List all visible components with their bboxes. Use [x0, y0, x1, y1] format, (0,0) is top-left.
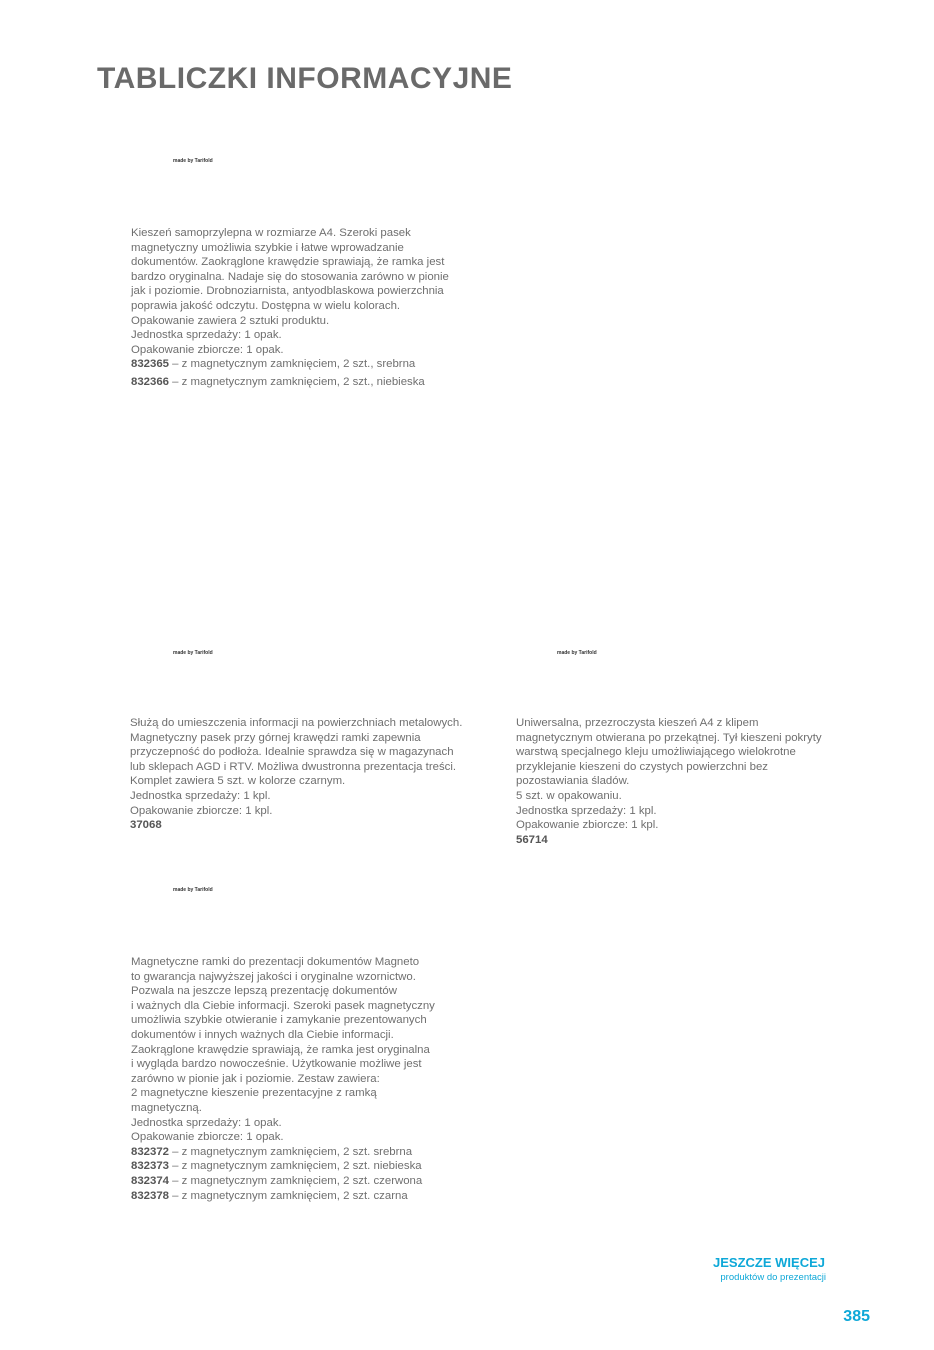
- made-by-tarifold-badge: made by Tarifold: [173, 650, 213, 656]
- product-code: 832373: [131, 1160, 170, 1173]
- product-block-4: [131, 955, 451, 1203]
- product-code: 832365: [131, 358, 170, 371]
- made-by-tarifold-badge: made by Tarifold: [173, 158, 213, 164]
- more-products-title[interactable]: JESZCZE WIĘCEJ: [713, 1255, 825, 1270]
- bulk-package: Opakowanie zbiorcze: 1 opak.: [131, 343, 284, 356]
- sales-unit: Jednostka sprzedaży: 1 kpl.: [516, 804, 657, 817]
- variant-text: – z magnetycznym zamknięciem, 2 szt. czarna: [169, 1189, 408, 1202]
- product-description: Służą do umieszczenia informacji na powierzchniach metalowych. Magnetyczny pasek przy górnej krawędzi ramki zapewnia przyczepność do podłoża. Idealnie sprawdza się w magazynach lub sklepach AGD i RTV. Możliwa dwustronna prezentacja treści. Komplet zawiera 5 szt. w kolorze czarnym.: [130, 717, 463, 788]
- product-code: 832366: [131, 375, 170, 388]
- variant-line: [131, 357, 471, 372]
- product-code: 832374: [131, 1174, 170, 1187]
- variant-text: – z magnetycznym zamknięciem, 2 szt., srebrna: [169, 358, 416, 371]
- product-code: 832372: [131, 1145, 170, 1158]
- variant-text: – z magnetycznym zamknięciem, 2 szt., niebieska: [169, 375, 425, 388]
- product-description: Uniwersalna, przezroczysta kieszeń A4 z klipem magnetycznym otwierana po przekątnej. Tył kieszeni pokryty warstwą specjalnego kleju umożliwiającego wielokrotne przyklejanie kieszeni do czystych powierzchni bez pozostawiania śladów. 5 szt. w opakowaniu.: [516, 717, 822, 802]
- product-description: Kieszeń samoprzylepna w rozmiarze A4. Szeroki pasek magnetyczny umożliwia szybkie i łatwe wprowadzanie dokumentów. Zaokrąglone krawędzie sprawiają, że ramka jest bardzo oryginalna. Nadaje się do stosowania zarówno w pionie jak i poziomie. Drobnoziarnista, antyodblaskowa powierzchnia poprawia jakość odczytu. Dostępna w wielu kolorach. Opakowanie zawiera 2 sztuki produktu.: [131, 227, 449, 327]
- variant-line: [131, 1159, 451, 1174]
- sales-unit: Jednostka sprzedaży: 1 kpl.: [130, 789, 271, 802]
- product-code: 56714: [516, 833, 548, 846]
- variant-line: [131, 1174, 451, 1189]
- variant-text: – z magnetycznym zamknięciem, 2 szt. czerwona: [169, 1174, 423, 1187]
- variant-line: [130, 818, 475, 833]
- variant-line: [131, 1189, 451, 1204]
- sales-unit: Jednostka sprzedaży: 1 opak.: [131, 1116, 282, 1129]
- product-block-2: [130, 716, 475, 833]
- made-by-tarifold-badge: made by Tarifold: [173, 887, 213, 893]
- bulk-package: Opakowanie zbiorcze: 1 opak.: [131, 1131, 284, 1144]
- variant-line: [131, 375, 471, 390]
- product-code: 37068: [130, 819, 162, 832]
- variant-text: – z magnetycznym zamknięciem, 2 szt. niebieska: [169, 1160, 422, 1173]
- bulk-package: Opakowanie zbiorcze: 1 kpl.: [516, 819, 659, 832]
- product-description: Magnetyczne ramki do prezentacji dokumentów Magneto to gwarancja najwyższej jakości i oryginalne wzornictwo. Pozwala na jeszcze lepszą prezentację dokumentów i ważnych dla Ciebie informacji. Szeroki pasek magnetyczny umożliwia szybkie otwieranie i zamykanie prezentowanych dokumentów i innych ważnych dla Ciebie informacji. Zaokrąglone krawędzie sprawiają, że ramka jest oryginalna i wygląda bardzo nowocześnie. Użytkowanie możliwe jest zarówno w pionie jak i poziomie. Zestaw zawiera: 2 magnetyczne kieszenie prezentacyjne z ramką magnetyczną.: [131, 956, 435, 1114]
- variant-text: – z magnetycznym zamknięciem, 2 szt. srebrna: [169, 1145, 413, 1158]
- product-block-1: [131, 226, 471, 390]
- sales-unit: Jednostka sprzedaży: 1 opak.: [131, 329, 282, 342]
- bulk-package: Opakowanie zbiorcze: 1 kpl.: [130, 804, 273, 817]
- product-block-3: [516, 716, 846, 847]
- variant-line: [516, 833, 846, 848]
- made-by-tarifold-badge: made by Tarifold: [557, 650, 597, 656]
- page-title: TABLICZKI INFORMACYJNE: [97, 62, 513, 95]
- product-code: 832378: [131, 1189, 170, 1202]
- more-products-subtitle[interactable]: produktów do prezentacji: [720, 1272, 826, 1283]
- page-number: 385: [843, 1308, 870, 1325]
- variant-line: [131, 1145, 451, 1160]
